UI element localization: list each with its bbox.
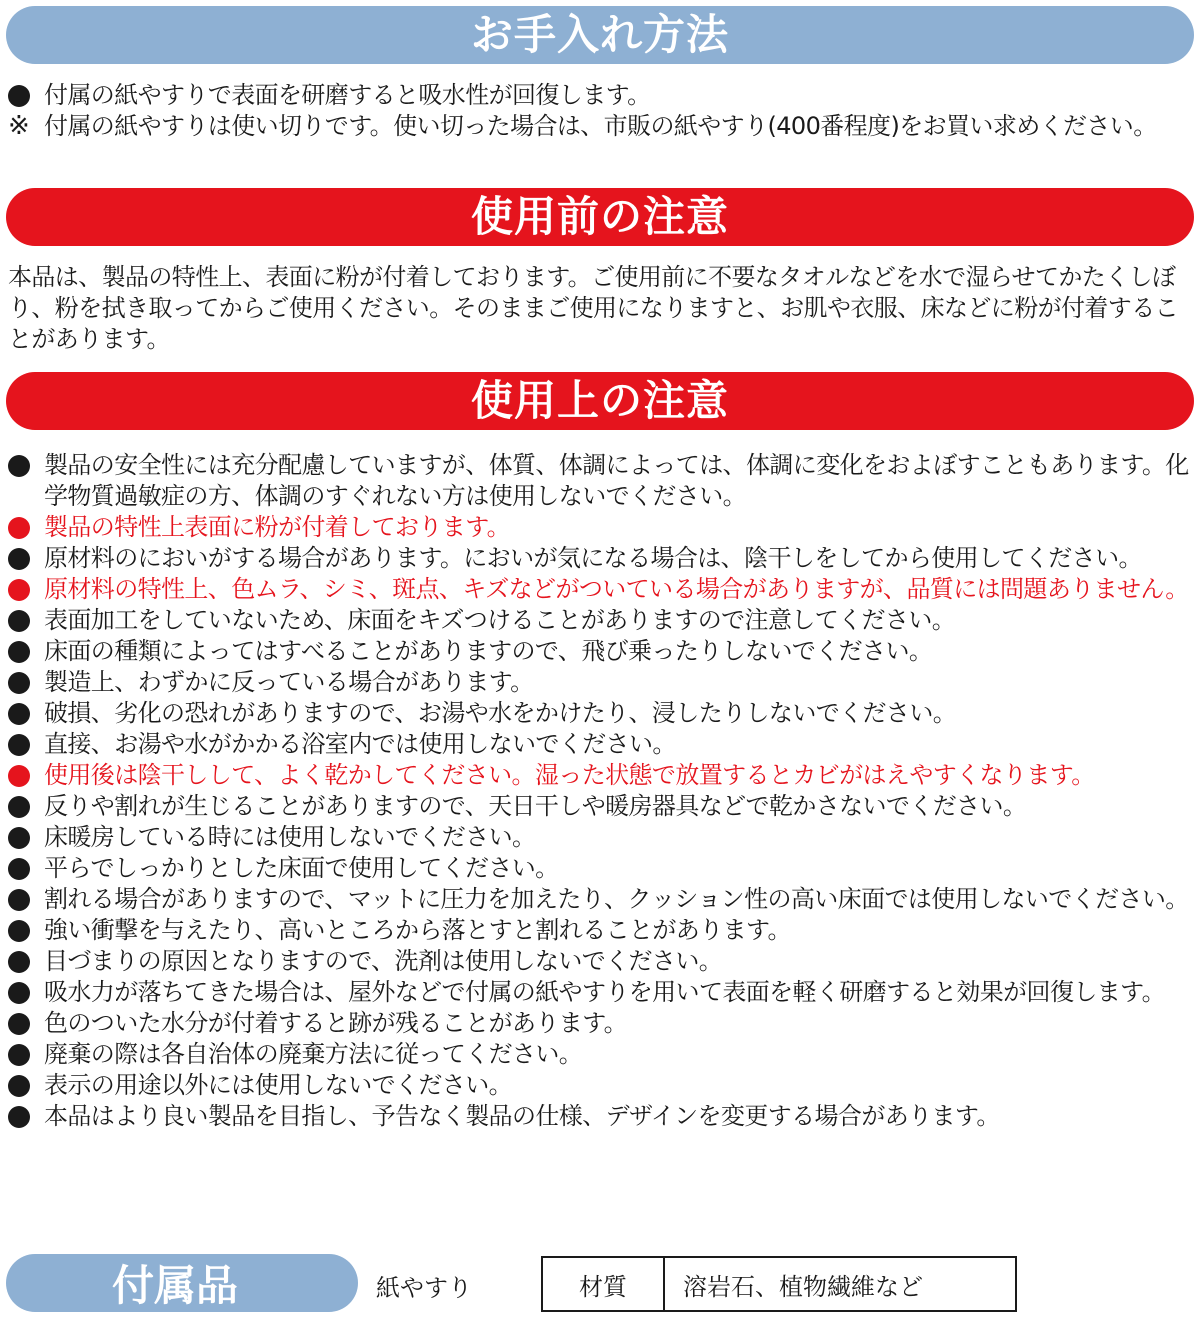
- bullet-icon: [8, 982, 30, 1004]
- bullet-icon: [8, 548, 30, 570]
- during-use-title: 使用上の注意: [470, 376, 729, 425]
- caution-item: [8, 977, 1194, 1008]
- caution-item-text: 表面加工をしていないため、床面をキズつけることがありますので注意してください。: [44, 606, 956, 634]
- caution-item-text: 平らでしっかりとした床面で使用してください。: [44, 854, 559, 882]
- care-item: [8, 80, 1194, 111]
- bullet-icon: [8, 889, 30, 911]
- caution-item: [8, 1039, 1194, 1070]
- bullet-icon: [8, 703, 30, 725]
- caution-item-highlight: [8, 760, 1194, 791]
- bullet-icon: [8, 579, 30, 601]
- caution-item: [8, 636, 1194, 667]
- bullet-icon: [8, 1106, 30, 1128]
- caution-item-text: 目づまりの原因となりますので、洗剤は使用しないでください。: [44, 947, 723, 975]
- during-use-list: [8, 450, 1194, 1132]
- bullet-icon: [8, 1013, 30, 1035]
- caution-item: [8, 791, 1194, 822]
- caution-item-text: 色のついた水分が付着すると跡が残ることがあります。: [44, 1009, 628, 1037]
- material-table: [541, 1256, 1017, 1312]
- bullet-icon: [8, 641, 30, 663]
- care-list: [8, 80, 1194, 142]
- caution-item-text: 本品はより良い製品を目指し、予告なく製品の仕様、デザインを変更する場合があります。: [44, 1102, 1000, 1130]
- caution-item: [8, 884, 1194, 915]
- bullet-icon: [8, 672, 30, 694]
- care-title: お手入れ方法: [470, 10, 729, 59]
- caution-item-text: 原材料の特性上、色ムラ、シミ、斑点、キズなどがついている場合がありますが、品質には問題ありません。: [44, 575, 1189, 603]
- caution-item-text: 反りや割れが生じることがありますので、天日干しや暖房器具などで乾かさないでください。: [44, 792, 1027, 820]
- bullet-icon: [8, 610, 30, 632]
- caution-item-text: 製品の特性上表面に粉が付着しております。: [44, 513, 511, 541]
- caution-item: [8, 605, 1194, 636]
- material-row: [542, 1257, 1016, 1311]
- caution-item: [8, 698, 1194, 729]
- caution-item-text: 割れる場合がありますので、マットに圧力を加えたり、クッション性の高い床面では使用しないでください。: [44, 885, 1189, 913]
- caution-item-text: 製品の安全性には充分配慮していますが、体質、体調によっては、体調に変化をおよぼすこともあります。化学物質過敏症の方、体調のすぐれない方は使用しないでください。: [44, 451, 1189, 510]
- bullet-icon: [8, 765, 30, 787]
- caution-item: [8, 853, 1194, 884]
- before-use-text: 本品は、製品の特性上、表面に粉が付着しております。ご使用前に不要なタオルなどを水で湿らせてかたくしぼり、粉を拭き取ってからご使用ください。そのままご使用になりますと、お肌や衣服、床などに粉が付着することがあります。: [8, 263, 1178, 353]
- care-item-text: 付属の紙やすりで表面を研磨すると吸水性が回復します。: [44, 81, 651, 109]
- caution-item: [8, 450, 1194, 512]
- caution-item: [8, 915, 1194, 946]
- bullet-icon: [8, 858, 30, 880]
- caution-item: [8, 1070, 1194, 1101]
- caution-item: [8, 667, 1194, 698]
- caution-item-text: 強い衝撃を与えたり、高いところから落とすと割れることがあります。: [44, 916, 791, 944]
- caution-item-text: 直接、お湯や水がかかる浴室内では使用しないでください。: [44, 730, 676, 758]
- caution-item: [8, 543, 1194, 574]
- bullet-icon: [8, 827, 30, 849]
- caution-item-highlight: [8, 512, 1194, 543]
- during-use-banner: [6, 372, 1194, 430]
- caution-item: [8, 1101, 1194, 1132]
- care-item-text: 付属の紙やすりは使い切りです。使い切った場合は、市販の紙やすり(400番程度)をお買い求めください。: [44, 112, 1157, 140]
- bullet-icon: [8, 734, 30, 756]
- accessory-item: 紙やすり: [376, 1274, 472, 1302]
- caution-item-text: 廃棄の際は各自治体の廃棄方法に従ってください。: [44, 1040, 583, 1068]
- care-banner: [6, 6, 1194, 64]
- caution-item-text: 床暖房している時には使用しないでください。: [44, 823, 536, 851]
- material-value: 溶岩石、植物繊維など: [664, 1257, 1016, 1311]
- bullet-icon: [8, 517, 30, 539]
- bullet-icon: [8, 1044, 30, 1066]
- before-use-title: 使用前の注意: [470, 192, 729, 241]
- before-use-banner: [6, 188, 1194, 246]
- bullet-icon: [8, 85, 30, 107]
- caution-item: [8, 822, 1194, 853]
- caution-item-highlight: [8, 574, 1194, 605]
- caution-item-text: 製造上、わずかに反っている場合があります。: [44, 668, 534, 696]
- caution-item: [8, 729, 1194, 760]
- note-mark: ※: [8, 111, 30, 141]
- caution-item: [8, 946, 1194, 977]
- caution-item-text: 表示の用途以外には使用しないでください。: [44, 1071, 512, 1099]
- material-label: 材質: [542, 1257, 664, 1311]
- accessories-banner: [6, 1254, 358, 1312]
- caution-item-text: 使用後は陰干しして、よく乾かしてください。湿った状態で放置するとカビがはえやすくなります。: [44, 761, 1095, 789]
- bullet-icon: [8, 796, 30, 818]
- caution-item-text: 床面の種類によってはすべることがありますので、飛び乗ったりしないでください。: [44, 637, 933, 665]
- caution-item-text: 原材料のにおいがする場合があります。においが気になる場合は、陰干しをしてから使用してください。: [44, 544, 1142, 572]
- bullet-icon: [8, 455, 30, 477]
- caution-item: [8, 1008, 1194, 1039]
- bullet-icon: [8, 1075, 30, 1097]
- care-item: [8, 111, 1194, 142]
- accessories-title: 付属品: [112, 1261, 239, 1310]
- caution-item-text: 破損、劣化の恐れがありますので、お湯や水をかけたり、浸したりしないでください。: [44, 699, 957, 727]
- bullet-icon: [8, 920, 30, 942]
- caution-item-text: 吸水力が落ちてきた場合は、屋外などで付属の紙やすりを用いて表面を軽く研磨すると効果が回復します。: [44, 978, 1166, 1006]
- bullet-icon: [8, 951, 30, 973]
